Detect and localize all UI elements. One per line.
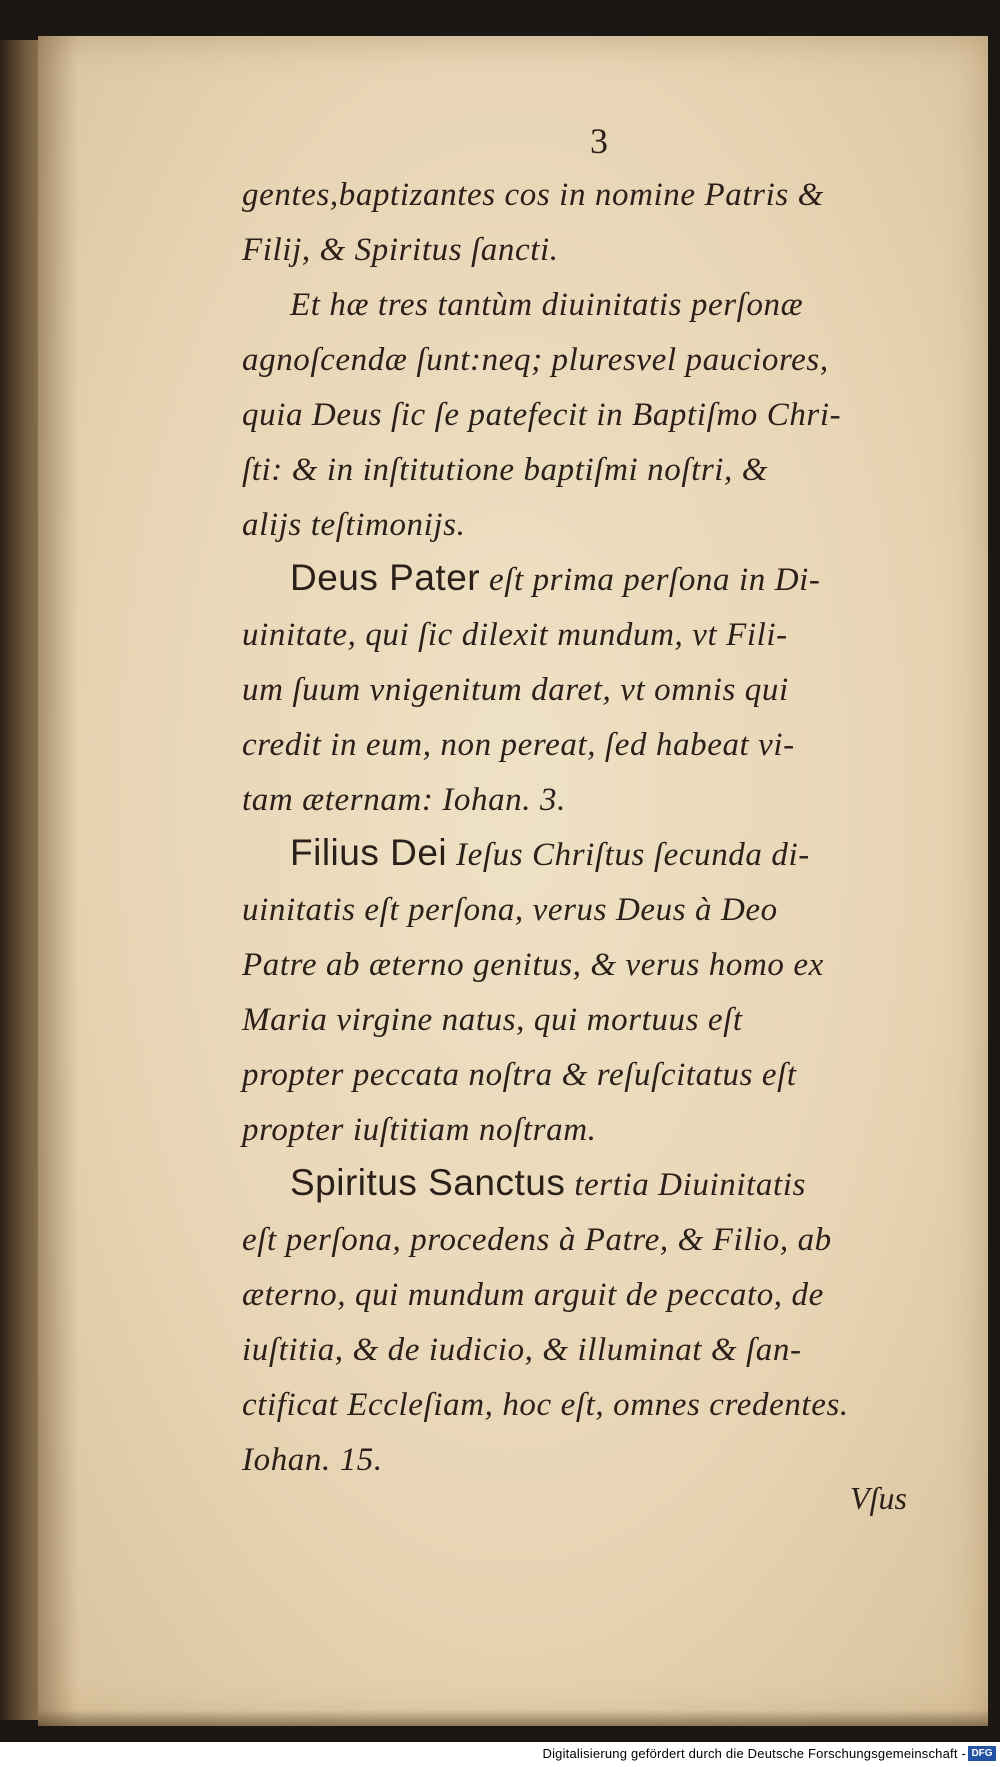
line-text: uinitate, qui ſic dilexit mundum, vt Fili- (242, 617, 788, 653)
text-line (242, 275, 942, 330)
text-line (242, 440, 942, 495)
line-text: tertia Diuinitatis (565, 1167, 806, 1203)
text-line (242, 1430, 942, 1485)
text-line (242, 495, 942, 550)
text-line (242, 935, 942, 990)
line-text: uinitatis eſt perſona, verus Deus à Deo (242, 892, 778, 928)
scan-binding-edge (0, 40, 42, 1720)
line-text: Et hæ tres tantùm diuinitatis perſonæ (290, 287, 804, 323)
line-text: æterno, qui mundum arguit de peccato, de (242, 1277, 824, 1313)
line-text: Patre ab æterno genitus, & verus homo ex (242, 947, 824, 983)
text-line (242, 1210, 942, 1265)
line-text: eſt perſona, procedens à Patre, & Filio, ab (242, 1222, 832, 1258)
line-lead: Deus Pater (290, 557, 481, 598)
line-text: quia Deus ſic ſe patefecit in Baptiſmo Chri- (242, 397, 842, 433)
body-text (242, 165, 942, 1485)
text-line (242, 220, 942, 275)
line-text: Iohan. 15. (242, 1442, 383, 1478)
line-text: tam æternam: Iohan. 3. (242, 782, 566, 818)
text-line (242, 1155, 942, 1210)
line-lead: Spiritus Sanctus (290, 1162, 566, 1203)
text-line (242, 605, 942, 660)
line-lead: Filius Dei (290, 832, 448, 873)
line-text: Maria virgine natus, qui mortuus eſt (242, 1002, 743, 1038)
line-text: iuſtitia, & de iudicio, & illuminat & ſan- (242, 1332, 802, 1368)
text-line (242, 990, 942, 1045)
line-text: credit in eum, non pereat, ſed habeat vi- (242, 727, 795, 763)
text-line (242, 880, 942, 935)
line-text: aliјs teſtimoniјs. (242, 507, 466, 543)
text-line (242, 660, 942, 715)
line-text: agnoſcendæ ſunt:neq; pluresvel pauciores, (242, 342, 829, 378)
line-text: propter peccata noſtra & reſuſcitatus eſt (242, 1057, 797, 1093)
text-line (242, 825, 942, 880)
page-bottom-edge (38, 1710, 988, 1726)
text-line (242, 1045, 942, 1100)
text-line (242, 165, 942, 220)
page-number: 3 (590, 121, 608, 161)
text-line (242, 330, 942, 385)
text-line (242, 715, 942, 770)
text-line (242, 385, 942, 440)
text-line (242, 1375, 942, 1430)
line-text: gentes,baptizantes cos in nomine Patris & (242, 177, 824, 213)
line-text: propter iuſtitiam noſtram. (242, 1112, 597, 1148)
catchword: Vſus (850, 1480, 907, 1516)
dfg-logo: DFG (968, 1746, 996, 1761)
text-line (242, 1100, 942, 1155)
text-line (242, 1265, 942, 1320)
text-line (242, 1320, 942, 1375)
text-line (242, 770, 942, 825)
footer-credit: Digitalisierung gefördert durch die Deutsche Forschungsgemeinschaft - (542, 1746, 966, 1761)
line-text: Filij, & Spiritus ſancti. (242, 232, 559, 268)
line-text: ſti: & in inſtitutione baptiſmi noſtri, & (242, 452, 769, 488)
line-text: ctificat Eccleſiam, hoc eſt, omnes credentes. (242, 1387, 849, 1423)
line-text: um ſuum vnigenitum daret, vt omnis qui (242, 672, 789, 708)
footer-bar (0, 1742, 1000, 1767)
page-gutter-shadow (38, 36, 78, 1726)
line-text: Ieſus Chriſtus ſecunda di- (447, 837, 810, 873)
line-text: eſt prima perſona in Di- (480, 562, 821, 598)
text-line (242, 550, 942, 605)
